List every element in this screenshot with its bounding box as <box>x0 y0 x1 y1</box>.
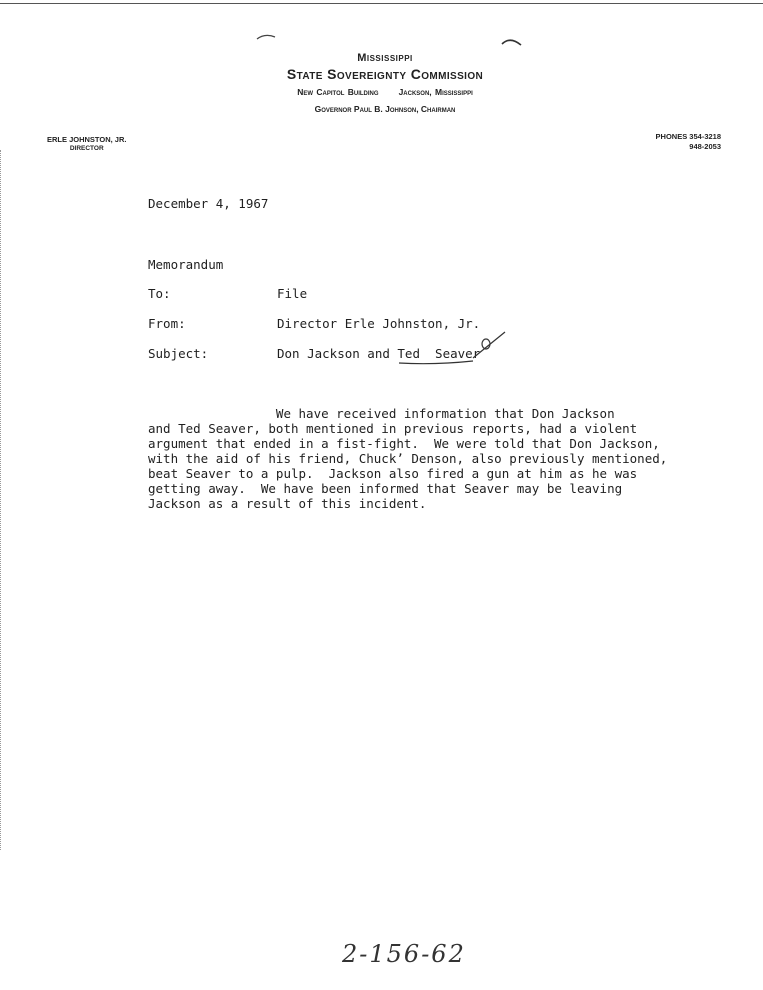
letterhead-address <box>240 87 530 97</box>
body-line: and Ted Seaver, both mentioned in previous reports, had a violent <box>148 421 638 436</box>
director-block <box>47 135 126 152</box>
subject-label: Subject: <box>148 346 209 361</box>
letterhead-governor: Governor Paul B. Johnson, Chairman <box>314 104 456 114</box>
phone-numbers <box>656 132 721 152</box>
director-name: ERLE JOHNSTON, JR. <box>47 135 127 144</box>
letterhead-building: New Capitol Building <box>297 87 379 97</box>
from-label: From: <box>148 316 186 331</box>
letterhead <box>240 52 530 114</box>
memo-date: December 4, 1967 <box>148 196 269 211</box>
body-line: with the aid of his friend, Chuckʼ Denson, also previously mentioned, <box>148 451 668 466</box>
memo-title: Memorandum <box>148 257 224 272</box>
subject-value: Don Jackson and Ted Seaver <box>277 346 481 361</box>
body-line: getting away. We have been informed that Seaver may be leaving <box>148 481 623 496</box>
phone-line-1: PHONES 354-3218 <box>655 132 721 141</box>
letterhead-commission: State Sovereignty Commission <box>286 66 484 82</box>
scan-mark-right <box>500 36 524 48</box>
handwritten-underline-mark <box>395 328 510 368</box>
body-line: beat Seaver to a pulp. Jackson also fired a gun at him as he was <box>148 466 638 481</box>
to-label: To: <box>148 286 171 301</box>
director-title: DIRECTOR <box>69 145 104 152</box>
memo-body <box>148 406 667 511</box>
handwritten-document-number: 2-156-62 <box>342 940 466 968</box>
body-line: argument that ended in a fist-fight. We were told that Don Jackson, <box>148 436 660 451</box>
body-line: We have received information that Don Jackson <box>148 406 615 421</box>
letterhead-state: Mississippi <box>357 52 413 64</box>
phone-line-2: 948-2053 <box>689 142 721 151</box>
from-value: Director Erle Johnston, Jr. <box>277 316 481 331</box>
scan-mark-left <box>255 32 277 42</box>
page-left-edge <box>0 150 1 850</box>
to-value: File <box>277 286 308 301</box>
body-line: Jackson as a result of this incident. <box>148 496 427 511</box>
page-top-edge <box>0 3 763 4</box>
letterhead-city: Jackson, Mississippi <box>398 87 473 97</box>
